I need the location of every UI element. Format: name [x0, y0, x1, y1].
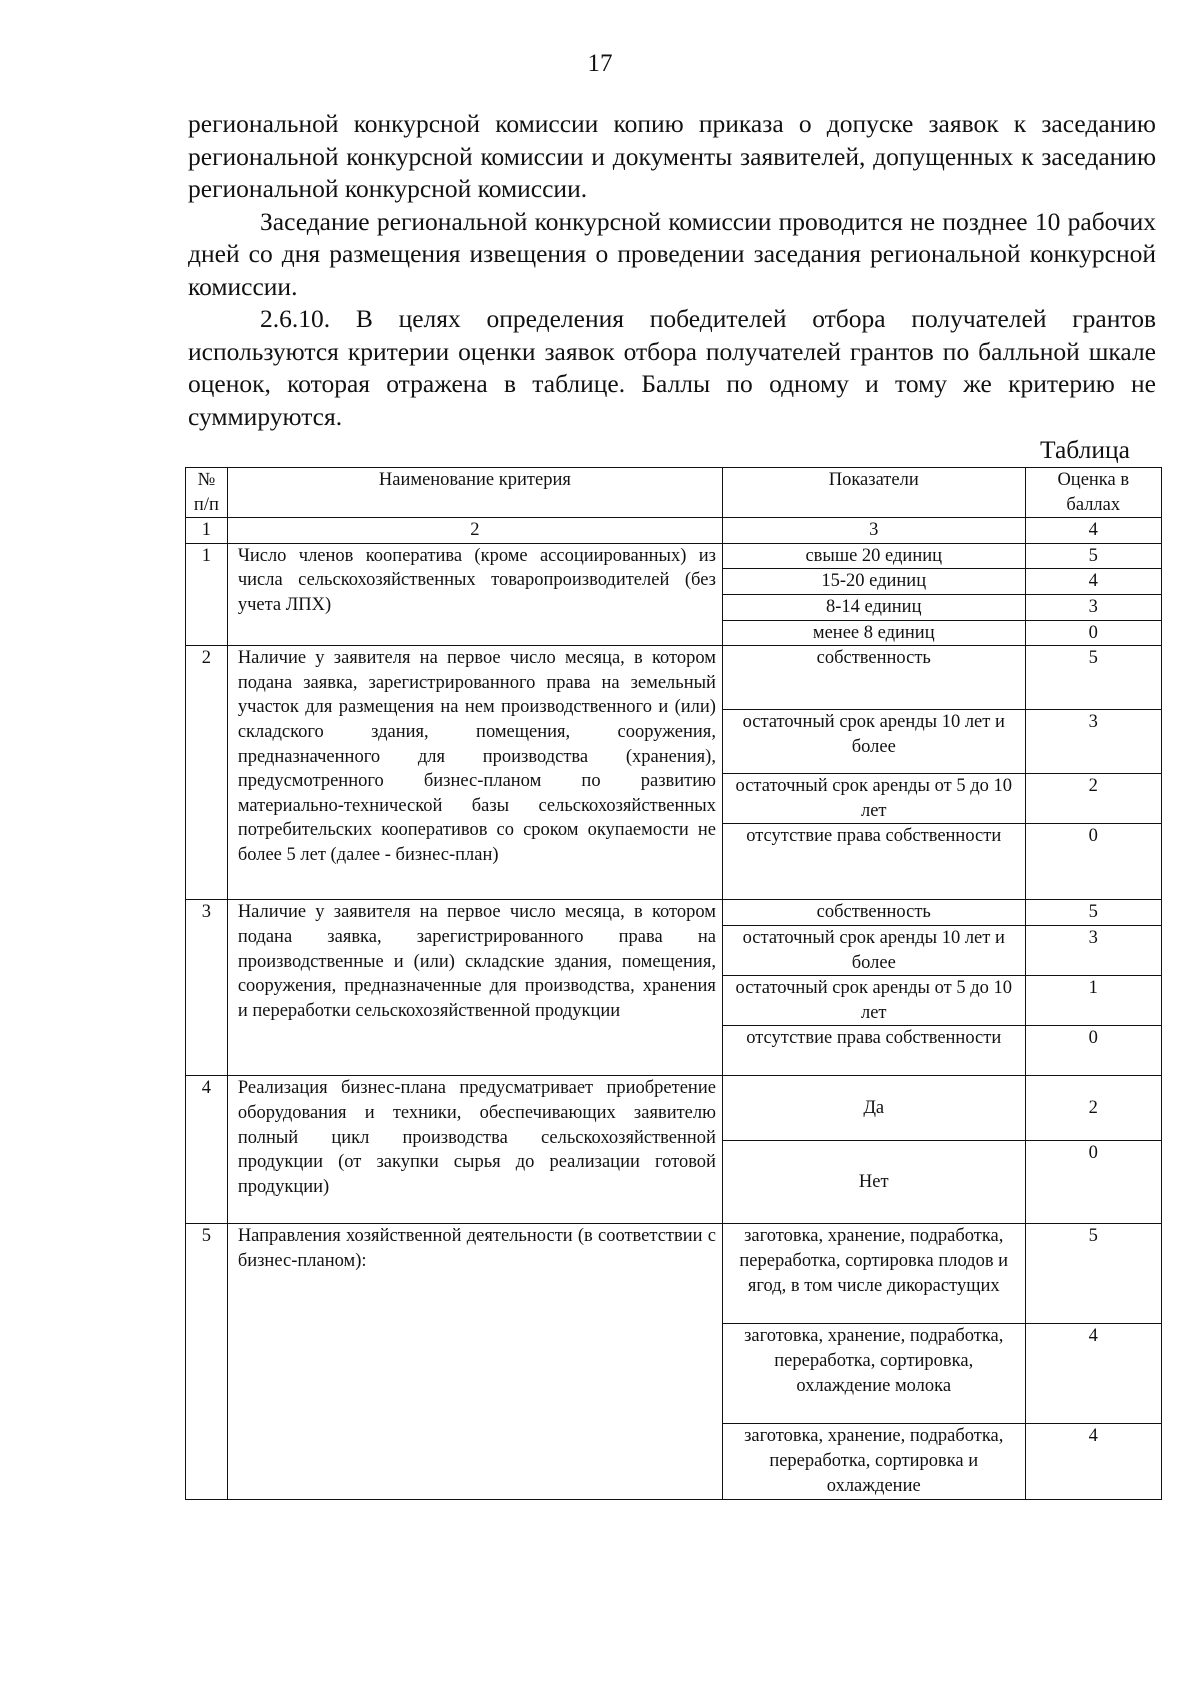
- score: 3: [1025, 594, 1161, 620]
- score: 5: [1025, 900, 1161, 926]
- paragraph-2: Заседание региональной конкурсной комиссии проводится не позднее 10 рабочих дней со дня размещения извещения о проведении заседания региональной конкурсной комиссии.: [188, 206, 1156, 301]
- indicator: 8-14 единиц: [722, 594, 1025, 620]
- table-row: [186, 900, 1162, 926]
- criterion-text: Число членов кооператива (кроме ассоциированных) из числа сельскохозяйственных товаропроизводителей (без учета ЛПХ): [227, 543, 722, 645]
- row-num: 5: [186, 1224, 228, 1500]
- row-num: 4: [186, 1076, 228, 1224]
- score: 3: [1025, 710, 1161, 774]
- indicator: 15-20 единиц: [722, 569, 1025, 595]
- score: 0: [1025, 1026, 1161, 1076]
- indicator: отсутствие права собственности: [722, 1026, 1025, 1076]
- criterion-text: Наличие у заявителя на первое число месяца, в котором подана заявка, зарегистрированного права на производственные и (или) складские здания, помещения, сооружения, предназначенные для производства, хранения и переработки сельскохозяйственной продукции: [227, 900, 722, 1076]
- indicator: остаточный срок аренды 10 лет и более: [722, 925, 1025, 975]
- score: 5: [1025, 1224, 1161, 1324]
- indicator: свыше 20 единиц: [722, 543, 1025, 569]
- row-num: 3: [186, 900, 228, 1076]
- table-row: [186, 1224, 1162, 1324]
- indicator: собственность: [722, 900, 1025, 926]
- header-indicators: Показатели: [722, 468, 1025, 518]
- score: 2: [1025, 1076, 1161, 1141]
- criterion-text: Наличие у заявителя на первое число месяца, в котором подана заявка, зарегистрированного права на земельный участок для размещения на нем производственного и (или) складского здания, помещения, сооружения, предназначенного для производства (хранения), предусмотренного бизнес-планом по развитию материально-технической базы сельскохозяйственных потребительских кооперативов со сроком окупаемости не более 5 лет (далее - бизнес-план): [227, 646, 722, 900]
- col-number-2: 2: [227, 518, 722, 544]
- table-row: [186, 1076, 1162, 1141]
- indicator: менее 8 единиц: [722, 620, 1025, 646]
- criteria-table: [185, 467, 1162, 1500]
- col-number-1: 1: [186, 518, 228, 544]
- col-number-3: 3: [722, 518, 1025, 544]
- paragraph-3: 2.6.10. В целях определения победителей отбора получателей грантов используются критерии оценки заявок отбора получателей грантов по балльной шкале оценок, которая отражена в таблице. Баллы по одному и тому же критерию не суммируются.: [188, 304, 1156, 431]
- indicator: заготовка, хранение, подработка, переработка, сортировка плодов и ягод, в том числе дикорастущих: [722, 1224, 1025, 1324]
- score: 0: [1025, 620, 1161, 646]
- score: 0: [1025, 824, 1161, 900]
- table-row: [186, 646, 1162, 710]
- indicator: заготовка, хранение, подработка, переработка, сортировка и охлаждение: [722, 1424, 1025, 1500]
- indicator: заготовка, хранение, подработка, переработка, сортировка, охлаждение молока: [722, 1324, 1025, 1424]
- table-header-row: [186, 468, 1162, 518]
- score: 4: [1025, 1424, 1161, 1500]
- score: 4: [1025, 569, 1161, 595]
- criterion-text: Направления хозяйственной деятельности (в соответствии с бизнес-планом):: [227, 1224, 722, 1500]
- score: 2: [1025, 774, 1161, 824]
- indicator: остаточный срок аренды от 5 до 10 лет: [722, 976, 1025, 1026]
- indicator: остаточный срок аренды 10 лет и более: [722, 710, 1025, 774]
- page-number: 17: [587, 50, 613, 77]
- score: 1: [1025, 976, 1161, 1026]
- row-num: 1: [186, 543, 228, 645]
- score: 3: [1025, 925, 1161, 975]
- criterion-text: Реализация бизнес-плана предусматривает приобретение оборудования и техники, обеспечивающих заявителю полный цикл производства сельскохозяйственной продукции (от закупки сырья до реализации готовой продукции): [227, 1076, 722, 1224]
- indicator: Да: [722, 1076, 1025, 1141]
- score: 5: [1025, 646, 1161, 710]
- score: 0: [1025, 1141, 1161, 1224]
- indicator: Нет: [722, 1141, 1025, 1224]
- table-caption: Таблица: [1040, 435, 1130, 464]
- paragraph-1: региональной конкурсной комиссии копию приказа о допуске заявок к заседанию региональной конкурсной комиссии и документы заявителей, допущенных к заседанию региональной конкурсной комиссии.: [188, 109, 1156, 203]
- table-row: [186, 543, 1162, 569]
- header-score: Оценка в баллах: [1025, 468, 1161, 518]
- indicator: отсутствие права собственности: [722, 824, 1025, 900]
- indicator: собственность: [722, 646, 1025, 710]
- body-text: [188, 108, 1156, 433]
- indicator: остаточный срок аренды от 5 до 10 лет: [722, 774, 1025, 824]
- row-num: 2: [186, 646, 228, 900]
- col-number-4: 4: [1025, 518, 1161, 544]
- score: 5: [1025, 543, 1161, 569]
- column-numbers-row: [186, 518, 1162, 544]
- score: 4: [1025, 1324, 1161, 1424]
- header-criterion: Наименование критерия: [227, 468, 722, 518]
- header-num: № п/п: [186, 468, 228, 518]
